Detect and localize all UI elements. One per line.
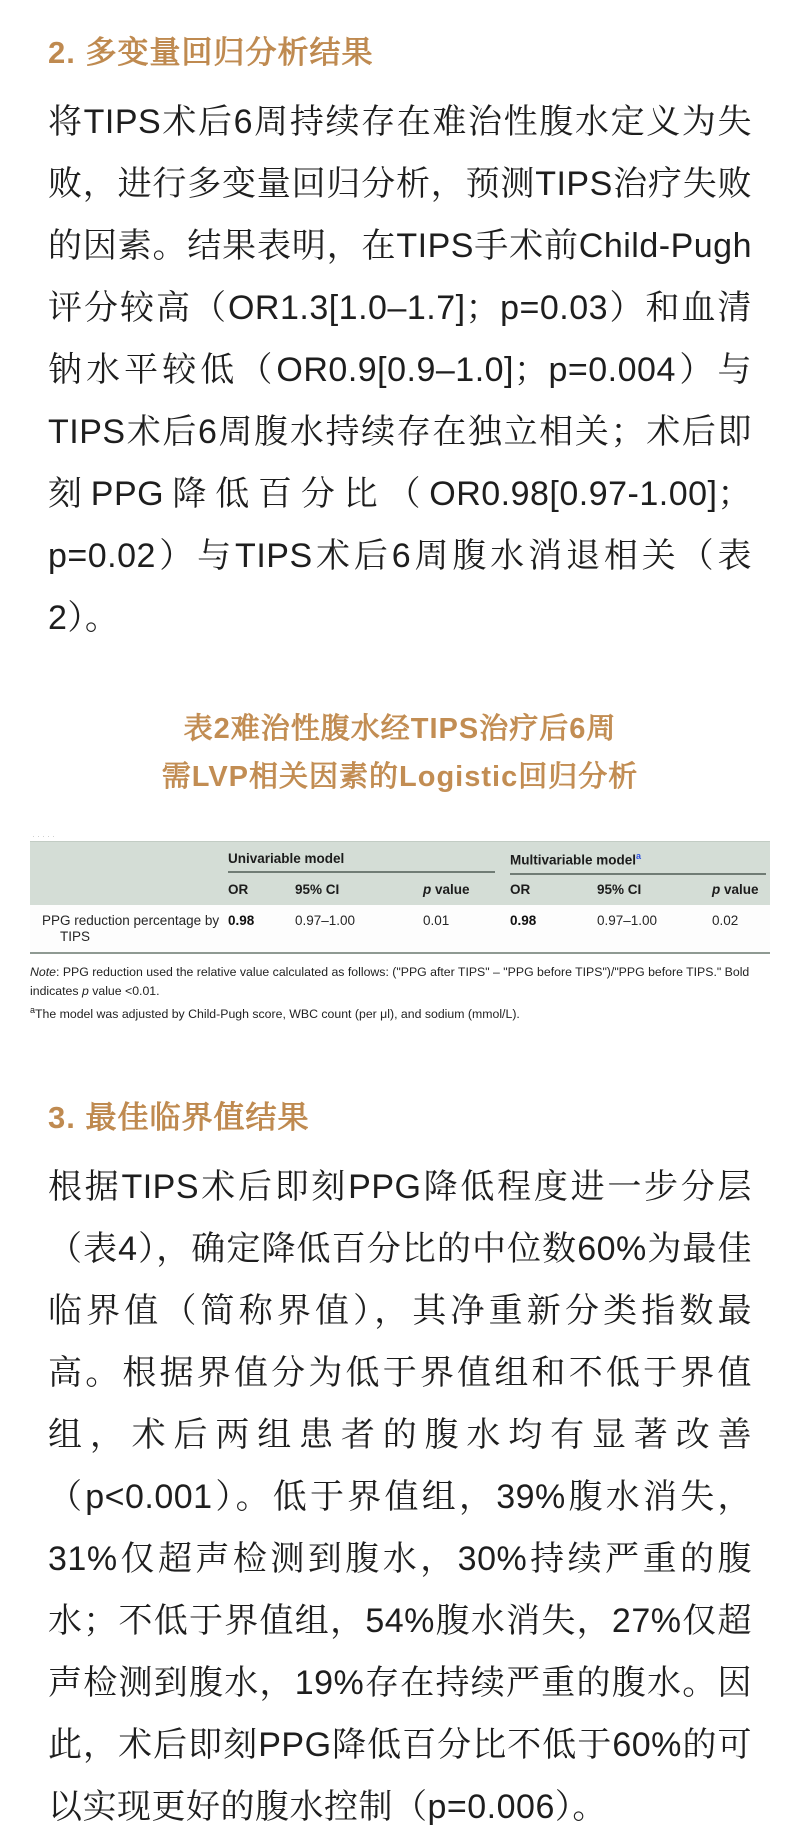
section-2-heading: 2. 多变量回归分析结果 [48, 35, 374, 70]
table-header-band [30, 841, 770, 905]
uni-ci-column-header: 95% CI [295, 881, 340, 897]
univariable-model-header: Univariable model [228, 851, 345, 866]
empty-header-cell [30, 851, 228, 875]
section-3-heading: 3. 最佳临界值结果 [48, 1099, 310, 1135]
note-superscript: a [30, 1004, 36, 1015]
multivariable-model-header: Multivariable model [510, 852, 637, 868]
row-label-line-2: TIPS [60, 928, 91, 944]
uni-ci-value: 0.97–1.00 [295, 912, 356, 928]
section-2-paragraph: 将TIPS术后6周持续存在难治性腹水定义为失败，进行多变量回归分析，预测TIPS治疗失败的因素。结果表明，在TIPS手术前Child-Pugh评分较高（OR1.3[1.0–1.7]；p=0.03）和血清钠水平较低（OR0.9[0.9–1.0]；p=0.004）与TIPS术后6周腹水持续存在独立相关；术后即刻PPG降低百分比（OR0.98[0.97-1.00]；p=0.02）与TIPS术后6周腹水消退相关（表2）。 [48, 103, 752, 637]
multivariable-group-cell [510, 851, 770, 875]
table-footnotes [30, 963, 770, 1024]
uni-or-column-header: OR [228, 881, 249, 897]
multi-or-column-header: OR [510, 881, 531, 897]
table-group-header-row [30, 851, 770, 875]
table-column-header-row [30, 875, 770, 905]
table-note-line-2: $^a$The model was adjusted by Child-Pugh score, WBC count (per μl), and sodium (mmol/L). [30, 1004, 520, 1021]
multi-pvalue: 0.02 [712, 912, 739, 928]
multi-ci-value: 0.97–1.00 [597, 912, 658, 928]
row-label-ppg-reduction [30, 913, 228, 945]
uni-or-value: 0.98 [228, 912, 255, 928]
table-note-line-1: Note: PPG reduction used the relative value calculated as follows: ("PPG after TIPS" – "PPG before TIPS")/"PPG before TIPS." Bold indicates p value <0.01. [30, 964, 750, 998]
table-2-caption [0, 705, 800, 801]
section-3-paragraph: 根据TIPS术后即刻PPG降低程度进一步分层（表4），确定降低百分比的中位数60%为最佳临界值（简称界值），其净重新分类指数最高。根据界值分为低于界值组和不低于界值组，术后两组患者的腹水均有显著改善（p<0.001）。低于界值组，39%腹水消失，31%仅超声检测到腹水，30%持续严重的腹水；不低于界值组，54%腹水消失，27%仅超声检测到腹水，19%存在持续严重的腹水。因此，术后即刻PPG降低百分比不低于60%的可以实现更好的腹水控制（p=0.006）。 [48, 1167, 752, 1826]
journal-table-figure [30, 831, 770, 1024]
univariable-group-cell [228, 851, 510, 875]
uni-pvalue-column-header: p value [423, 881, 470, 897]
uni-pvalue: 0.01 [423, 912, 450, 928]
table-2-caption-line-2: 需LVP相关因素的Logistic回归分析 [161, 761, 639, 793]
multi-ci-column-header: 95% CI [597, 881, 642, 897]
scan-artifact-dots: ····· [32, 831, 57, 841]
table-2-caption-line-1: 表2难治性腹水经TIPS治疗后6周 [183, 713, 617, 745]
multivariable-superscript: a [636, 851, 642, 861]
table-row [30, 905, 770, 954]
row-label-line-1: PPG reduction percentage by [42, 912, 220, 928]
empty-header-cell [30, 882, 228, 897]
multi-or-value: 0.98 [510, 912, 537, 928]
multi-pvalue-column-header: p value [712, 881, 759, 897]
